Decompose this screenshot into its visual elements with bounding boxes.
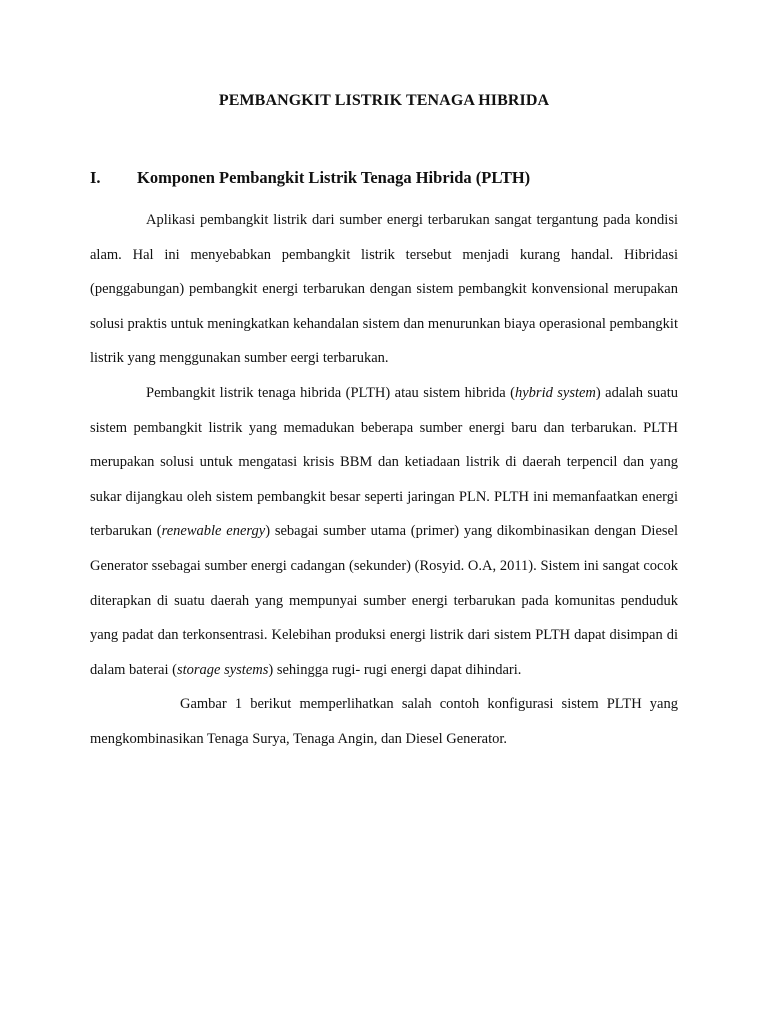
term-renewable-energy: renewable energy bbox=[161, 523, 266, 540]
document-title: PEMBANGKIT LISTRIK TENAGA HIBRIDA bbox=[218, 92, 550, 109]
body-text bbox=[90, 203, 678, 757]
paragraph-3: Gambar 1 berikut memperlihatkan salah contoh konfigurasi sistem PLTH yang mengkombinasikan Tenaga Surya, Tenaga Angin, dan Diesel Generator. bbox=[90, 696, 678, 747]
paragraph-1: Aplikasi pembangkit listrik dari sumber energi terbarukan sangat tergantung pada kondisi alam. Hal ini menyebabkan pembangkit listrik tersebut menjadi kurang handal. Hibridasi (penggabungan) pembangkit energi terbarukan dengan sistem pembangkit konvensional merupakan solusi praktis untuk meningkatkan kehandalan sistem dan menurunkan biaya operasional pembangkit listrik yang menggunakan sumber eergi terbarukan. bbox=[90, 212, 678, 367]
paragraph-2-part-4: ) sehingga rugi- rugi energi dapat dihindari. bbox=[268, 661, 522, 678]
section-heading-text: Komponen Pembangkit Listrik Tenaga Hibrida (PLTH) bbox=[137, 168, 531, 187]
paragraph-2 bbox=[90, 376, 678, 687]
paragraph-2-part-2: ) adalah suatu sistem pembangkit listrik yang memadukan beberapa sumber energi baru dan terbarukan. PLTH merupakan solusi untuk mengatasi krisis BBM dan ketiadaan listrik di daerah terpencil dan yang sukar dijangkau oleh sistem pembangkit besar seperti jaringan PLN. PLTH ini memanfaatkan energi terbarukan ( bbox=[90, 384, 679, 540]
section-heading bbox=[90, 168, 690, 188]
paragraph-2-part-1: Pembangkit listrik tenaga hibrida (PLTH) atau sistem hibrida ( bbox=[146, 384, 515, 401]
section-number: I. bbox=[90, 168, 101, 187]
term-storage-systems: storage systems bbox=[176, 661, 269, 678]
paragraph-2-part-3: ) sebagai sumber utama (primer) yang dikombinasikan dengan Diesel Generator ssebagai sumber energi cadangan (sekunder) (Rosyid. O.A, 2011). Sistem ini sangat cocok diterapkan di suatu daerah yang mempunyai sumber energi terbarukan pada komunitas penduduk yang padat dan terkonsentrasi. Kelebihan produksi energi listrik dari sistem PLTH dapat disimpan di dalam baterai ( bbox=[90, 523, 678, 678]
term-hybrid-system: hybrid system bbox=[514, 384, 596, 401]
